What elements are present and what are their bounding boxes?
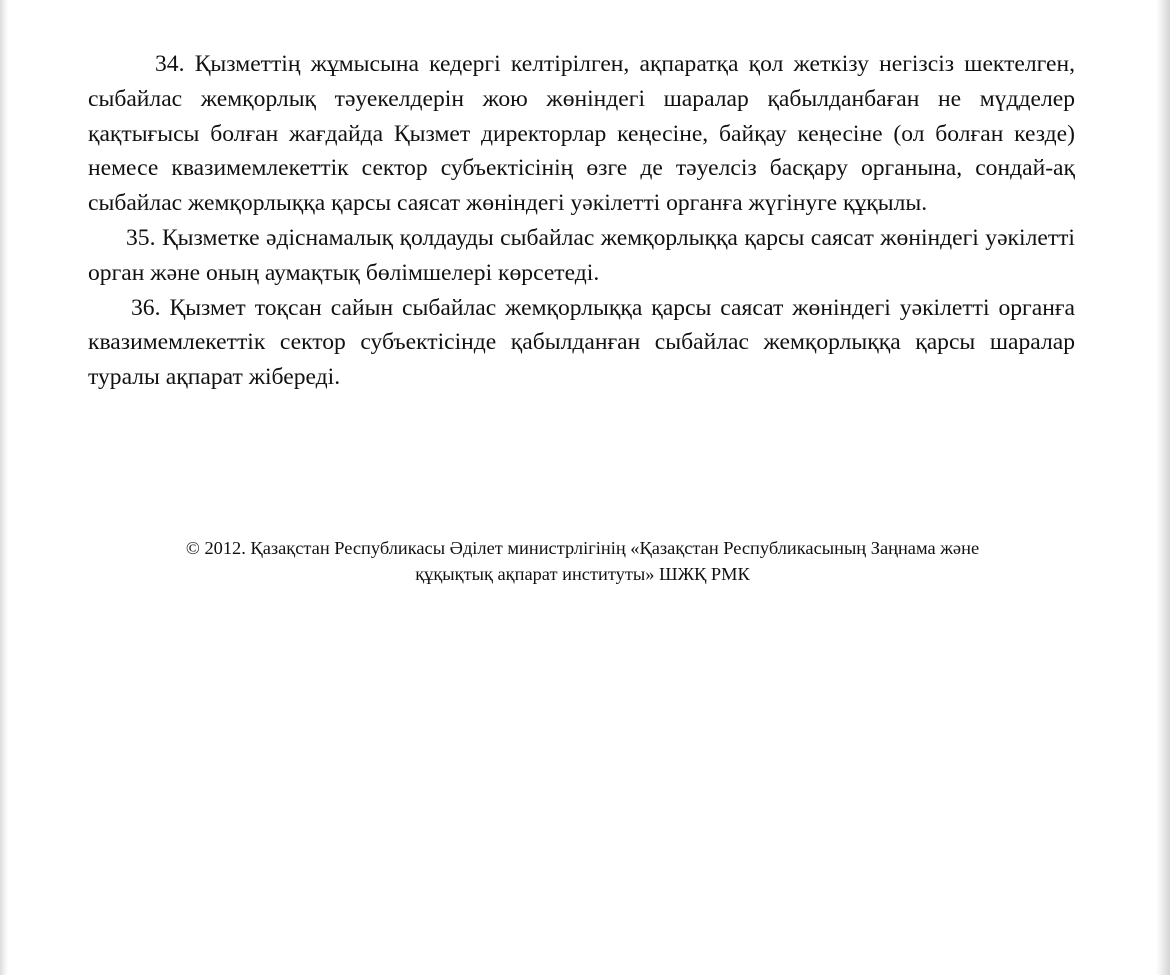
paragraph-text: Қызметтің жұмысына кедергі келтірілген, ақпаратқа қол жеткізу негізсіз шектелген, сыбайлас жемқорлық тәуекелдерін жою жөніндегі шаралар қабылданбаған не мүдделер қақтығысы болған жағдайда Қызмет директорлар кеңесіне, байқау кеңесіне (ол болған кезде) немесе квазимемлекеттік сектор субъектісінің өзге де тәуелсіз басқару органына, сондай-ақ сыбайлас жемқорлыққа қарсы саясат жөніндегі уәкілетті органға жүгінуге құқылы. xyxy=(88,51,1075,217)
copyright-line-2: құқықтық ақпарат институты» ШЖҚ РМК xyxy=(415,564,750,584)
copyright-footer xyxy=(100,535,1065,587)
page-right-edge xyxy=(1156,0,1170,975)
paragraph-text: Қызмет тоқсан сайын сыбайлас жемқорлыққа қарсы саясат жөніндегі уәкілетті органға квазимемлекеттік сектор субъектісінде қабылданған сыбайлас жемқорлыққа қарсы шаралар туралы ақпарат жібереді. xyxy=(88,294,1075,391)
copyright-line-1: © 2012. Қазақстан Республикасы Әділет министрлігінің «Қазақстан Республикасының Заңнама және xyxy=(185,538,980,558)
document-body xyxy=(88,47,1075,395)
paragraph-text: Қызметке әдіснамалық қолдауды сыбайлас жемқорлыққа қарсы саясат жөніндегі уәкілетті орган және оның аумақтық бөлімшелері көрсетеді. xyxy=(88,224,1075,286)
paragraph-35 xyxy=(88,221,1075,291)
page-left-edge xyxy=(0,0,8,975)
paragraph-number: 35. xyxy=(126,224,156,251)
paragraph-36 xyxy=(88,291,1075,395)
paragraph-number: 34. xyxy=(155,51,185,77)
paragraph-number: 36. xyxy=(131,294,161,321)
paragraph-34 xyxy=(88,47,1075,221)
